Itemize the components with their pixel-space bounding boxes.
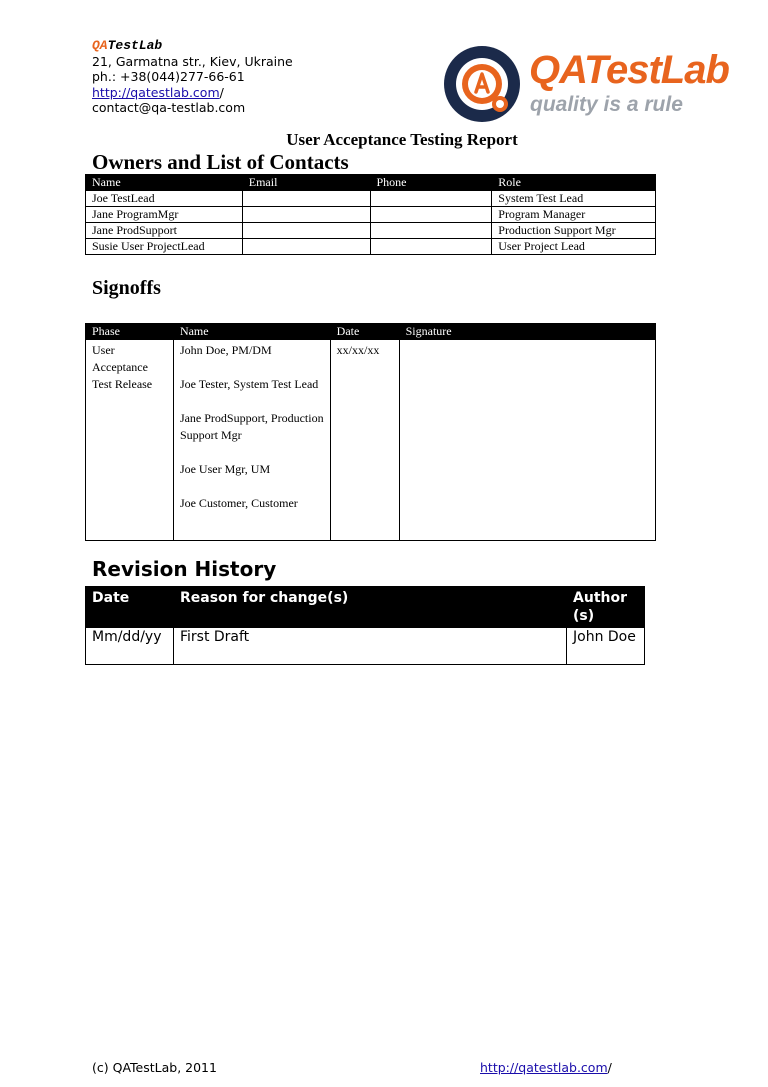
table-row [86, 340, 656, 541]
signoff-names [173, 340, 330, 541]
footer-link[interactable]: http://qatestlab.com [480, 1060, 608, 1075]
contact-role: Program Manager [492, 207, 656, 223]
contact-name: Susie User ProjectLead [86, 239, 243, 255]
signer-name: Joe User Mgr, UM [179, 462, 271, 476]
signoffs-header-row [86, 324, 656, 340]
contact-phone [370, 207, 492, 223]
revision-header-row [86, 587, 645, 628]
column-header: Name [173, 324, 330, 340]
column-header: Date [330, 324, 399, 340]
signoffs-table [85, 323, 656, 541]
contact-phone [370, 239, 492, 255]
qatestlab-logo-icon [436, 44, 528, 124]
company-address: 21, Garmatna str., Kiev, Ukraine [92, 53, 293, 69]
revision-heading: Revision History [92, 557, 277, 581]
table-row [86, 191, 656, 207]
company-phone: ph.: +38(044)277-66-61 [92, 69, 245, 84]
contact-email [242, 207, 370, 223]
company-website: http://qatestlab.com/ [92, 84, 224, 100]
signer-name: John Doe, PM/DM [179, 343, 272, 357]
contact-name: Joe TestLead [86, 191, 243, 207]
revision-reason: First Draft [173, 628, 566, 665]
column-header: Phone [370, 175, 492, 191]
company-info [92, 38, 293, 116]
revision-author: John Doe [567, 628, 645, 665]
column-header: Email [242, 175, 370, 191]
signoff-date: xx/xx/xx [330, 340, 399, 541]
logo-tagline: quality is a rule [530, 93, 683, 116]
footer-website: http://qatestlab.com/ [480, 1060, 612, 1075]
revision-date: Mm/dd/yy [86, 628, 174, 665]
column-header: Phase [86, 324, 174, 340]
contact-phone [370, 191, 492, 207]
signoff-phase: User Acceptance Test Release [86, 340, 174, 541]
signer-name: Joe Customer, Customer [179, 496, 298, 510]
report-title: User Acceptance Testing Report [286, 130, 518, 149]
contact-role: Production Support Mgr [492, 223, 656, 239]
logo-wordmark: QATestLab [529, 48, 729, 92]
table-row [86, 628, 645, 665]
contact-name: Jane ProdSupport [86, 223, 243, 239]
column-header: Reason for change(s) [173, 587, 566, 628]
contact-email [242, 191, 370, 207]
table-row [86, 207, 656, 223]
contact-role: User Project Lead [492, 239, 656, 255]
signer-name: Joe Tester, System Test Lead [179, 377, 319, 391]
contacts-table [85, 174, 656, 255]
contact-name: Jane ProgramMgr [86, 207, 243, 223]
table-row [86, 239, 656, 255]
contacts-heading: Owners and List of Contacts [92, 150, 349, 174]
website-link[interactable]: http://qatestlab.com [92, 84, 220, 100]
column-header: Signature [399, 324, 655, 340]
column-header: Date [86, 587, 174, 628]
column-header: Role [492, 175, 656, 191]
contact-role: System Test Lead [492, 191, 656, 207]
signoff-signature[interactable] [399, 340, 655, 541]
contacts-header-row [86, 175, 656, 191]
contact-email [242, 223, 370, 239]
brand-name: QATestLab [92, 38, 163, 53]
column-header: Name [86, 175, 243, 191]
contact-phone [370, 223, 492, 239]
signoffs-heading: Signoffs [92, 277, 161, 299]
contact-email [242, 239, 370, 255]
signer-name: Jane ProdSupport, Production Support Mgr [179, 411, 324, 442]
company-email: contact@qa-testlab.com [92, 100, 246, 115]
revision-table [85, 586, 645, 665]
column-header: Author (s) [567, 587, 645, 628]
footer-copyright: (c) QATestLab, 2011 [92, 1060, 217, 1075]
table-row [86, 223, 656, 239]
